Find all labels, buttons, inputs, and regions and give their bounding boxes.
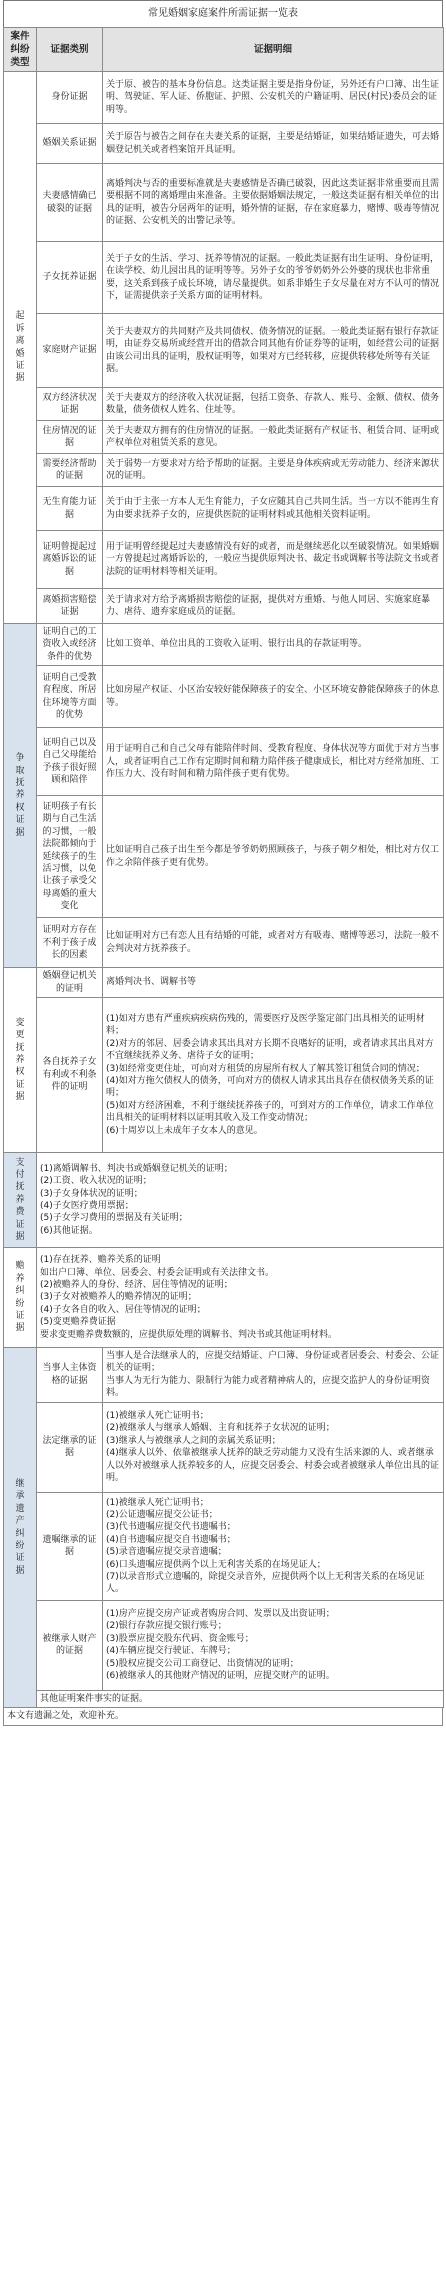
evidence-type-cell: 家庭财产证据 bbox=[37, 314, 103, 388]
evidence-desc-cell: 比如证明对方已有恋人且有结婚的可能，或者对方有吸毒、赌博等恶习，法院一般不会判决对方抚养孩子。 bbox=[103, 918, 444, 968]
case-type-cell bbox=[4, 624, 37, 968]
table-row bbox=[4, 1248, 444, 1348]
evidence-desc-cell: (1)离婚调解书、判决书或婚姻登记机关的证明； (2)工资、收入状况的证明； (3)子女身体状况的证明； (4)子女医疗费用票据； (5)子女学习费用的票据及有关证明； (6)其他证据。 bbox=[37, 1153, 444, 1248]
evidence-type-cell: 被继承人财产的证据 bbox=[37, 1600, 103, 1690]
evidence-desc-cell: 关于原告与被告之间存在夫妻关系的证据，主要是结婚证，如果结婚证遗失，可去婚姻登记机关或者档案馆开具证明。 bbox=[103, 124, 444, 164]
other-evidence-cell: 其他证明案件事实的证据。 bbox=[37, 1690, 444, 1707]
evidence-type-cell: 婚姻登记机关的证明 bbox=[37, 968, 103, 998]
evidence-desc-cell: 用于证明自己和自己父母有能陪伴时间、受教育程度、身体状况等方面优于对方当事人，或者证明自己工作有定期时间和精力陪伴孩子健康成长，相比对方经常加班、工作压力大、没有时间和精力陪伴孩子更有优势。 bbox=[103, 728, 444, 796]
evidence-desc-cell: 比如房屋产权证、小区治安较好能保障孩子的安全、小区环境安静能保障孩子的休息等。 bbox=[103, 666, 444, 728]
table-row bbox=[4, 1492, 444, 1600]
evidence-desc-cell: (1)房产应提交房产证或者购房合同、发票以及出资证明； (2)银行存款应提交银行账号； (3)股票应提交股东代码、资金账号； (4)车辆应提交行驶证、车牌号； (5)股权应提交公司工商登记、出资情况的证明； (6)被继承人的其他财产情况的证明，应提交财产的证明。 bbox=[103, 1600, 444, 1690]
table-row bbox=[4, 164, 444, 242]
evidence-desc-cell: 关于弱势一方要求对方给予帮助的证据。主要是身体疾病或无劳动能力、经济来源状况的证明。 bbox=[103, 454, 444, 487]
table-row bbox=[4, 1600, 444, 1690]
evidence-type-cell: 身份证据 bbox=[37, 72, 103, 124]
evidence-desc-cell: 关于夫妻双方拥有的住房情况的证据。一般此类证据有产权证书、租赁合同、证明或产权单位对租赁关系的意见。 bbox=[103, 421, 444, 454]
table-row bbox=[4, 531, 444, 589]
evidence-type-cell: 法定继承的证据 bbox=[37, 1402, 103, 1492]
evidence-desc-cell: (1)存在抚养、赡养关系的证明 如出户口簿、单位、居委会、村委会证明或有关法律文书。 (2)被赡养人的身份、经济、居住等情况的证明； (3)子女对被赡养人的赡养情况的证明； (4)子女各自的收入、居住等情况的证明； (5)变更赡养费证据 要求变更赡养费数额的，应提供原处理的调解书、判决书或其他证明材料。 bbox=[37, 1248, 444, 1348]
header-evidence-type: 证据类别 bbox=[37, 28, 103, 72]
evidence-type-cell: 证明自己以及自己父母能给予孩子很好照顾和陪伴 bbox=[37, 728, 103, 796]
evidence-desc-cell: (1)如对方患有严重疾病疾病伤残的，需要医疗及医学鉴定部门出具相关的证明材料； (2)对方的邻居、居委会请求其出具对方长期不良嗜好的证明，或者请求其出具对方不宜继续抚养义务、虐待子女的证明； (3)如经常变更住址，可向对方租赁的房屋所有权人了解其签订租赁合同的情况； (4)如对方拖欠债权人的债务，可向对方的债权人请求其出具存在债权债务关系的证明； (5)如对方经济困难，不利于继续抚养孩子的，可到对方的工作单位，请求工作单位出具相关的证明材料以证明其收入及工作变动情况； (6)十周岁以上未成年子女本人的意见。 bbox=[103, 998, 444, 1153]
evidence-type-cell: 子女抚养证据 bbox=[37, 242, 103, 314]
evidence-type-cell: 证明自己受教育程度、所居住环境等方面的优势 bbox=[37, 666, 103, 728]
evidence-desc-cell: 关于原、被告的基本身份信息。这类证据主要是指身份证，另外还有户口簿、出生证明、驾驶证、军人证、侨胞证、护照、公安机关的户籍证明、居民(村民)委员会的证明等。 bbox=[103, 72, 444, 124]
case-type-label: 支付抚养费证据 bbox=[15, 1157, 25, 1243]
evidence-desc-cell: 关于夫妻双方的共同财产及共同债权、债务情况的证据。一般此类证据有银行存款证明，由证券交易所或经营开出的借款合同其他有价证券等的证明，如经营公司的证据由该公司出具的证明，股权证明等，如果对方已经转移，应提供转移处所等有关证据。 bbox=[103, 314, 444, 388]
evidence-type-cell: 住房情况的证据 bbox=[37, 421, 103, 454]
table-row bbox=[4, 72, 444, 124]
case-type-cell bbox=[4, 1153, 37, 1248]
table-row bbox=[4, 487, 444, 531]
evidence-desc-cell: 离婚判决书、调解书等 bbox=[103, 968, 444, 998]
evidence-type-cell: 证明曾提起过离婚诉讼的证据 bbox=[37, 531, 103, 589]
table-row bbox=[4, 1402, 444, 1492]
evidence-desc-cell: 离婚判决与否的重要标准就是夫妻感情是否确已破裂，因此这类证据非常重要而且需要根据不同的离婚理由来准备。主要依据婚姻法规定，一般这类证据有相关单位的出具的证明，被告分居两年的证明，婚外情的证据，存在家庭暴力，赌博、吸毒等情况的证据、公安机关的出警记录等。 bbox=[103, 164, 444, 242]
evidence-type-cell: 各自抚养子女有利或不利条件的证明 bbox=[37, 998, 103, 1153]
table-row bbox=[4, 796, 444, 918]
evidence-desc-cell: (1)被继承人死亡证明书； (2)公证遗嘱应提交公证书； (3)代书遗嘱应提交代书遗嘱书； (4)自书遗嘱应提交自书遗嘱书； (5)录音遗嘱应提交录音遗嘱； (6)口头遗嘱应提供两个以上无利害关系的在场见证人； (7)以录音形式立遗嘱的，除提交录音外，应提供两个以上无利害关系的在场见证人。 bbox=[103, 1492, 444, 1600]
table-row bbox=[4, 314, 444, 388]
table-row-other bbox=[4, 1690, 444, 1707]
header-evidence-desc: 证据明细 bbox=[103, 28, 444, 72]
evidence-type-cell: 证明自己的工资收入或经济条件的优势 bbox=[37, 624, 103, 666]
evidence-desc-cell: 关于请求对方给予离婚损害赔偿的证据，提供对方重婚、与他人同居、实施家庭暴力、虐待、遗弃家庭成员的证据。 bbox=[103, 589, 444, 624]
table-header-row bbox=[4, 28, 444, 72]
evidence-desc-cell: 关于由于主张一方本人无生育能力，子女应随其自己共同生活。当一方以不能再生育为由要求抚养子女的，应提供医院的证明材料或其他相关资料证明。 bbox=[103, 487, 444, 531]
case-type-cell bbox=[4, 72, 37, 624]
table-row bbox=[4, 421, 444, 454]
evidence-type-cell: 证明对方存在不利于孩子成长的因素 bbox=[37, 918, 103, 968]
evidence-type-cell: 证明孩子有长期与自己生活的习惯，一般法院都倾向于延续孩子的生活习惯，以免让孩子承受父母离婚的重大变化 bbox=[37, 796, 103, 918]
evidence-desc-cell: (1)被继承人死亡证明书； (2)被继承人与继承人婚姻、主育和抚养子女状况的证明； (3)继承人与被继承人之间的亲属关系证明； (4)继承人以外、依靠被继承人抚养的缺乏劳动能力又没有生活来源的人、或者继承人以外对被继承人抚养较多的人，应提交居委会、村委会或者被继承人单位出具的证明。 bbox=[103, 1402, 444, 1492]
table-row bbox=[4, 388, 444, 421]
evidence-desc-cell: 比如证明自己孩子出生至今都是爷爷奶奶照顾孩子，与孩子朝夕相处，相比对方仅工作之余陪伴孩子更有优势。 bbox=[103, 796, 444, 918]
document-title: 常见婚姻家庭案件所需证据一览表 bbox=[3, 0, 443, 27]
case-type-cell bbox=[4, 1248, 37, 1348]
case-type-cell bbox=[4, 1348, 37, 1708]
table-row bbox=[4, 124, 444, 164]
table-row bbox=[4, 728, 444, 796]
evidence-document bbox=[3, 0, 443, 1726]
evidence-type-cell: 夫妻感情确已破裂的证据 bbox=[37, 164, 103, 242]
table-row bbox=[4, 666, 444, 728]
case-type-label: 起诉离婚证据 bbox=[15, 311, 25, 384]
case-type-label: 继承遗产纠纷证据 bbox=[15, 1478, 25, 1576]
table-row bbox=[4, 918, 444, 968]
evidence-desc-cell: 用于证明曾经提起过夫妻感情没有好的或者，而是继续恶化以至破裂情况。如果婚姻一方曾提起过离婚诉讼的，一般应当提供原判决书、裁定书或调解书等法院文书或者法院的证明材料等相关证明。 bbox=[103, 531, 444, 589]
evidence-desc-cell: 关于夫妻双方的经济收入状况证据，包括工资条、存款人、账号、金额、债权、债务数量，债务债权人姓名、住址等。 bbox=[103, 388, 444, 421]
evidence-table bbox=[3, 27, 444, 1708]
table-row bbox=[4, 968, 444, 998]
case-type-label: 赡养纠纷证据 bbox=[15, 1261, 25, 1334]
evidence-desc-cell: 比如工资单、单位出具的工资收入证明、银行出具的存款证明等。 bbox=[103, 624, 444, 666]
footer-note: 本文有遗漏之处，欢迎补充。 bbox=[3, 1708, 443, 1726]
case-type-label: 争取抚养权证据 bbox=[15, 753, 25, 838]
case-type-label: 变更抚养权证据 bbox=[15, 1017, 25, 1103]
case-type-cell bbox=[4, 968, 37, 1153]
table-row bbox=[4, 454, 444, 487]
evidence-type-cell: 双方经济状况证据 bbox=[37, 388, 103, 421]
evidence-desc-cell: 当事人是合法继承人的，应提交结婚证、户口簿、身份证或者居委会、村委会、公证机关的证明； 当事人为无行为能力、限制行为能力或者精神病人的，应提交监护人的身份证明资料。 bbox=[103, 1348, 444, 1403]
evidence-type-cell: 婚姻关系证据 bbox=[37, 124, 103, 164]
evidence-type-cell: 需要经济帮助的证据 bbox=[37, 454, 103, 487]
evidence-type-cell: 遗嘱继承的证据 bbox=[37, 1492, 103, 1600]
table-row bbox=[4, 1153, 444, 1248]
evidence-type-cell: 当事人主体资格的证据 bbox=[37, 1348, 103, 1403]
table-row bbox=[4, 589, 444, 624]
table-row bbox=[4, 624, 444, 666]
table-row bbox=[4, 998, 444, 1153]
table-row bbox=[4, 1348, 444, 1403]
table-row bbox=[4, 242, 444, 314]
header-case-type: 案件纠纷类型 bbox=[4, 28, 37, 72]
evidence-type-cell: 离婚损害赔偿证据 bbox=[37, 589, 103, 624]
evidence-desc-cell: 关于子女的生活、学习、抚养等情况的证据。一般此类证据有出生证明、身份证明，在读学校、幼儿园出具的证明等等。另外子女的爷爷奶奶外公外婆的现状也非常重要，这关系到孩子成长环境，请尽量提供。如系非婚生子女尽量在对方不认可的情况下，证需提供亲子关系方面的证明材料。 bbox=[103, 242, 444, 314]
evidence-type-cell: 无生育能力证据 bbox=[37, 487, 103, 531]
